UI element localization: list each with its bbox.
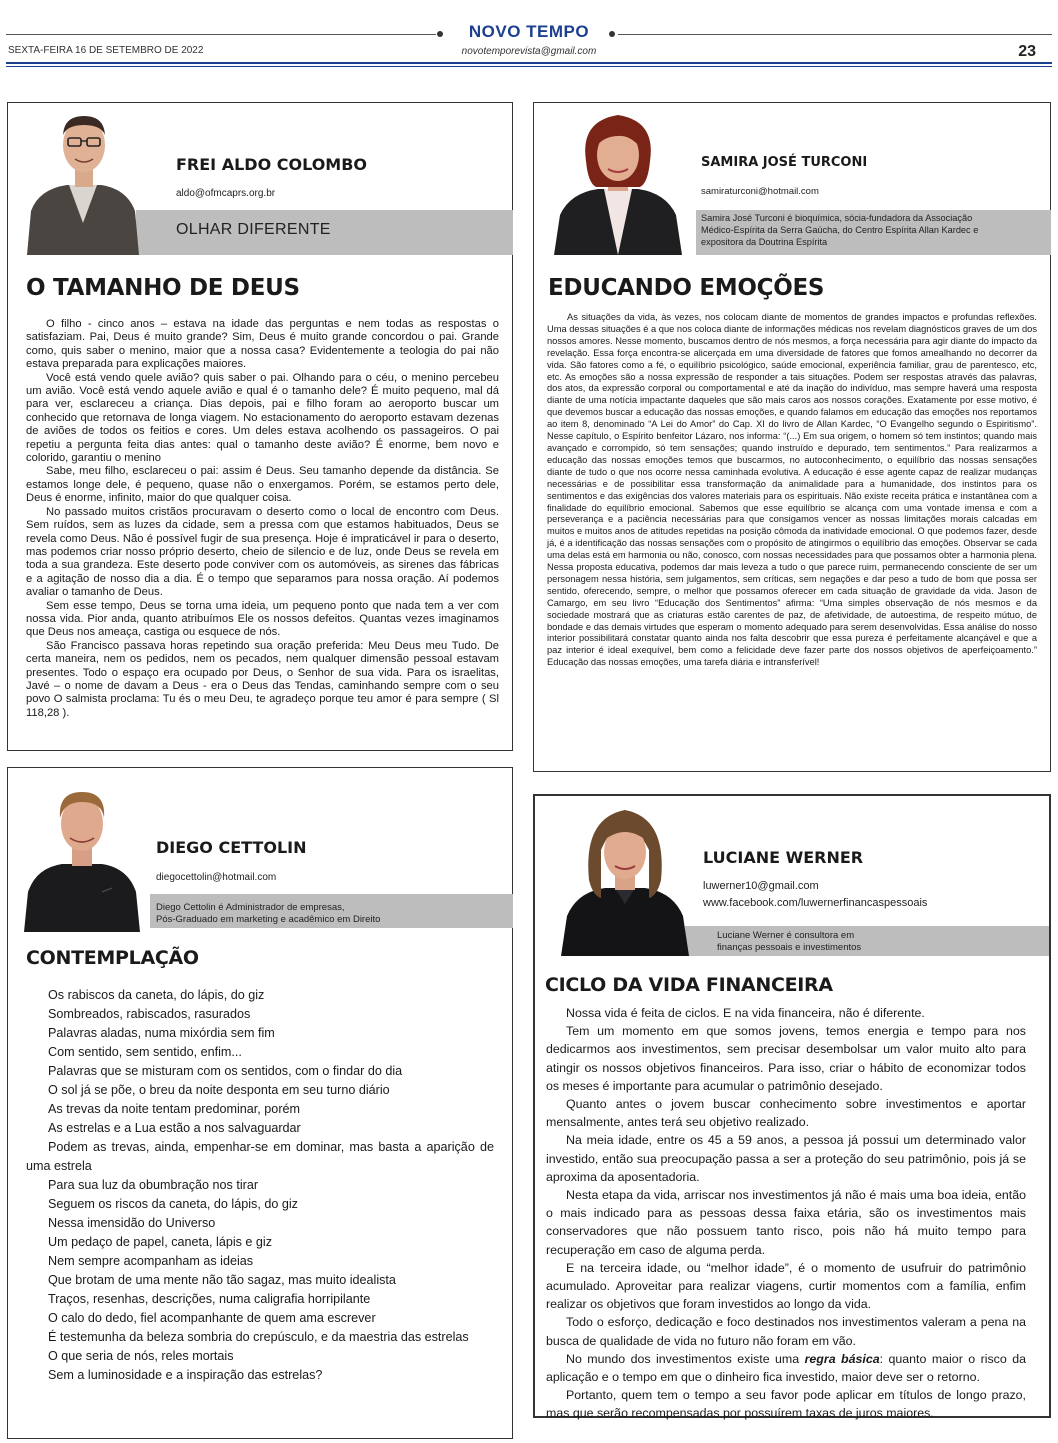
poem-line: Para sua luz da obumbração nos tirar: [48, 1178, 259, 1192]
paragraph: No passado muitos cristãos procuravam o deserto como o local de encontro com Deus. Sem ruídos, sem as luzes da cidade, sem a pressa com que estamos habituados, Deus se revela como Deus. Não é possível fugir de sua presença. Hoje é impraticável ir para o deserto, mas podemos criar nosso próprio deserto, cheio de silencio e de luz, onde Deus se revela em toda a sua grandeza. Este deserto pode conviver com os automóveis, as sirenes das fábricas e a agitação de nosso dia a dia. É o tempo que separamos para nossa oração. Aí podemos avaliar o tamanho de Deus.: [26, 505, 499, 599]
paragraph: E na terceira idade, ou “melhor idade”, é o momento de usufruir do patrimônio acumulado. Aproveitar para realizar viagens, curtir momentos com a família, enfim realizar os objetivos que foram investidos ao longo da vida.: [546, 1260, 1026, 1312]
author-email[interactable]: luwerner10@gmail.com: [703, 880, 819, 892]
paragraph: Nesta etapa da vida, arriscar nos investimentos já não é mais uma boa ideia, então o mais indicado para as pessoas dessa faixa etária, são os investimentos mais conservadores que não possuem tanto risco, pois não há muito tempo para recuperação em caso de alguma perda.: [546, 1188, 1026, 1257]
paragraph: Tem um momento em que somos jovens, temos energia e tempo para nos dedicarmos aos investimentos, sem precisar desembolsar um valor muito alto para atingir os nossos objetivos financeiros. Para isso, criar o hábito de economizar todos os meses é importante para acumular o patrimônio desejado.: [546, 1024, 1026, 1093]
bio-line: finanças pessoais e investimentos: [717, 942, 862, 953]
poem-line: O calo do dedo, fiel acompanhante de quem ama escrever: [48, 1311, 376, 1325]
author-email[interactable]: samiraturconi@hotmail.com: [701, 186, 819, 197]
headline: O TAMANHO DE DEUS: [26, 275, 300, 301]
poem-line: Um pedaço de papel, caneta, lápis e giz: [48, 1235, 273, 1249]
paragraph: Nossa vida é feita de ciclos. E na vida financeira, não é diferente.: [566, 1006, 925, 1020]
author-email[interactable]: aldo@ofmcaprs.org.br: [176, 188, 276, 199]
newspaper-title: NOVO TEMPO: [468, 22, 590, 41]
poem-line: O que seria de nós, reles mortais: [48, 1349, 234, 1363]
poem-line: As estrelas e a Lua estão a nos salvaguardar: [48, 1121, 301, 1135]
header-rule-thin: [6, 66, 1052, 67]
author-name: DIEGO CETTOLIN: [156, 838, 307, 857]
text-run: No mundo dos investimentos existe uma: [566, 1351, 805, 1366]
header-dot-left: [437, 31, 443, 37]
poem-line: Seguem os riscos da caneta, do lápis, do giz: [48, 1197, 298, 1211]
author-website-link[interactable]: www.facebook.com/luwernerfinancaspessoais: [703, 897, 928, 909]
paragraph: Sabe, meu filho, esclareceu o pai: assim é Deus. Seu tamanho depende da distância. Se estamos longe dele, é pequeno, quase não o enxergamos. Porém, se estamos perto dele, Deus é enorme, infinito, maior do que qualquer coisa.: [26, 465, 499, 505]
bio-line: Diego Cettolin é Administrador de empresas,: [156, 902, 345, 913]
author-name: LUCIANE WERNER: [703, 848, 864, 867]
paragraph: Na meia idade, entre os 45 a 59 anos, a pessoa já possui um determinado valor investido, então sua preocupação passa a ser a proteção do seu patrimônio, pois já se aproxima da aposentadoria.: [546, 1133, 1026, 1184]
paragraph: Quanto antes o jovem buscar conhecimento sobre investimentos e aportar mensalmente, antes terá seu objetivo realizado.: [546, 1097, 1026, 1130]
poem-line: Sem a luminosidade e a inspiração das estrelas?: [48, 1368, 323, 1382]
header-divider-right: [618, 34, 1052, 35]
paragraph: Sem esse tempo, Deus se torna uma ideia, um pequeno ponto que nada tem a ver com nossa vida. Pior anda, quanto atribuímos Ele os nossos defeitos. Quantas vezes imaginamos que Deus nos ameaça, castiga ou esquece de nós.: [26, 599, 499, 639]
poem-line: Palavras que se misturam com os sentidos, com o findar do dia: [48, 1064, 403, 1078]
article-diego: [7, 767, 513, 1439]
author-email[interactable]: diegocettolin@hotmail.com: [156, 872, 277, 883]
headline: CICLO DA VIDA FINANCEIRA: [545, 974, 833, 996]
paragraph: Todo o esforço, dedicação e foco destinados nos investimentos valeram a pena na busca de qualidade de vida no futuro não foram em vão.: [546, 1315, 1026, 1348]
author-bio: [717, 930, 861, 954]
paragraph: São Francisco passava horas repetindo sua oração preferida: Meu Deus meu Tudo. De certa maneira, nem os pedidos, nem os pecados, nem qualquer dimensão pessoal estavam presentes. Todo o espaço era ocupado por Deus, o Senhor de sua vida. Para os israelitas, Javé – o nome de davam a Deus - era o Deus das Tendas, caminhando sempre com o seu povo O salmista proclama: Tu és o meu Deu, te agradeço porque teu amor é para sempre ( Sl 118,28 ).: [26, 639, 499, 719]
paragraph: Portanto, quem tem o tempo a seu favor pode aplicar em títulos de longo prazo, mas que serão recompensadas por possuírem taxas de juros maiores.: [546, 1388, 1026, 1421]
paragraph: O filho - cinco anos – estava na idade das perguntas e nem todas as respostas o satisfaziam. Pai, Deus é muito grande? Sim, Deus é muito grande concordou o pai. Grande como, quis saber o menino, maior que a nossa casa? Evidentemente a teologia do pai não estava preparada para explicações maiores.: [26, 318, 499, 371]
column-name: OLHAR DIFERENTE: [176, 221, 331, 238]
poem-line: Nessa imensidão do Universo: [48, 1216, 216, 1230]
author-photo-luciane: [557, 800, 693, 956]
article-body: [26, 318, 499, 720]
article-samira: [533, 102, 1051, 772]
bio-line: Pós-Graduado em marketing e acadêmico em Direito: [156, 914, 381, 925]
author-name: FREI ALDO COLOMBO: [176, 155, 368, 174]
poem-line: Os rabiscos da caneta, do lápis, do giz: [48, 988, 265, 1002]
article-body: [546, 1004, 1026, 1423]
author-bio: Samira José Turconi é bioquímica, sócia-fundadora da Associação Médico-Espírita da Serra Gaúcha, do Centro Espírita Allan Kardec e expositora da Doutrina Espírita: [701, 213, 979, 247]
poem-line: O sol já se põe, o breu da noite desponta em seu turno diário: [48, 1083, 390, 1097]
header-rule: [6, 62, 1052, 64]
paragraph: Você está vendo quele avião? quis saber o pai. Olhando para o céu, o menino percebeu um avião. Você está vendo aquele avião e qual é o tamanho dele? É muito pequeno, mal dá para ver, esclareceu a criança. Dias depois, pai e filho foram ao aeroporto buscar um conhecido que retornava de longa viagem. No estacionamento do aeroporto estavam dezenas de aviões de todos os feitios e cores. Um deles estava acolhendo os passageiros. O pai repetiu a pergunta feita dias antes: qual o tamanho deste avião? É enorme, bem novo e colorido, garantiu o menino: [26, 371, 499, 465]
text-run: : quanto maior o risco da aplicação e o tempo em que o dinheiro fica investido, maior deve ser o retorno.: [546, 1351, 1026, 1385]
article-body: [547, 312, 1037, 669]
poem-line: Que brotam de uma mente não tão sagaz, mas muito idealista: [48, 1273, 396, 1287]
author-photo-frei-aldo: [23, 105, 143, 255]
paragraph: As situações da vida, às vezes, nos colocam diante de momentos de grandes impactos e profundas reflexões. Uma dessas situações é a que nos coloca diante de informações médicas nos revelam diagnósticos graves de um dos nossos amores. Nesse momento, buscamos dentro de nós mesmos, a força necessária para agir diante do impacto da revelação. Essa força encontra-se alicerçada em uma diversidade de fatores que fomos amealhando no decorrer da vida. São fatores como a fé, o equilíbrio psicológico, saúde emocional, experiência familiar, grau de parentesco, etc, etc. As emoções são a nossa expressão de responder a tais situações. Podem ser respostas através das palavras, dos atos, da expressão corporal ou comportamental e até da inação do indivíduo, mas sempre haverá uma resposta diante de uma notícia impactante daqueles que são mais caros aos nossos corações. Exatamente por esse motivo, é que devemos buscar a educação das nossas emoções, e quando falamos em educação das emoções nos reportamos ao item 8, denominado “A Lei do Amor” do Cap. XI do livro de Allan Kardec, “O Evangelho segundo o Espiritismo”. Nesse capítulo, o Espírito benfeitor Lázaro, nos informa: “(...) Em sua origem, o homem só tem instintos; quando mais avançado e corrompido, só tem sensações; quando instruído e depurado, tem sentimentos.” Para realizarmos a educação das nossas emoções temos que buscarmos, no autoconhecimento, o equilíbrio das nossas sensações diante de tudo o que nos ocorre nessa caminhada evolutiva. A educação é esse agente capaz de realizar mudanças necessárias e de possibilitar essa transformação da animalidade para a humanidade, dos instintos para os sentimentos e das exigências dos valores materiais para os espirituais. Não existe receita prática e instantânea com a finalidade do equilíbrio emocional. Sabemos que esse equilíbrio se alcança com uma vontade imensa e com a perseverança e a paciência necessárias para que consigamos vencer as nossas limitações morais calcadas em muitos e muitos anos de atitudes repetidas na posição cômoda da inatividade emocional. O que podemos fazer, desde já, é a identificação das nossas sensações com o propósito de atingirmos o equilíbrio das emoções. Observar se cada uma delas está em harmonia ou não, conosco, com nossas necessidades para que possamos obter a harmonia plena. Nessa proposta educativa, podemos dar mais leveza a tudo o que parece ruim, permanecendo consciente de ser um personagem nessa história, sem julgamentos, sem críticas, sem negações e dar peso a tudo de bom que possa ser sentido, oferecendo, sempre, o melhor que possamos oferecer em cada situação de gravidade da vida. Jason de Camargo, em seu livro “Educação dos Sentimentos” afirma: “Uma simples observação de nós mesmos e da sociedade mostrará que as criaturas estão carentes de paz, de afetividade, de autoestima, de respeito mútuo, de bondade e das demais virtudes que esperam o momento adequado para serem desenvolvidas. Essa análise do nosso interior possibilitará constatar quanto ainda nos falta descobrir que essa pureza é perfeitamente alcançável e que a paz interior é ideal exequível, bem como a felicidade deve fazer parte dos nossos objetivos de aperfeiçoamento.” Educação das nossas emoções, uma tarefa diária e intransferível!: [547, 312, 1037, 668]
poem-line: Podem as trevas, ainda, empenhar-se em dominar, mas basta a aparição de uma estrela: [26, 1140, 494, 1173]
poem-line: Nem sempre acompanham as ideias: [48, 1254, 254, 1268]
newspaper-email[interactable]: novotemporevista@gmail.com: [461, 46, 597, 57]
poem-line: As trevas da noite tentam predominar, porém: [48, 1102, 301, 1116]
paragraph: [546, 1350, 1026, 1386]
author-photo-samira: [550, 105, 686, 255]
article-luciane: [533, 794, 1051, 1421]
bio-line: Luciane Werner é consultora em: [717, 930, 855, 941]
headline: CONTEMPLAÇÃO: [26, 947, 199, 969]
poem-line: Sombreados, rabiscados, rasurados: [48, 1007, 251, 1021]
headline: EDUCANDO EMOÇÕES: [548, 275, 825, 301]
poem-line: Com sentido, sem sentido, enfim...: [48, 1045, 242, 1059]
page-number: 23: [1018, 43, 1036, 60]
header-divider-left: [6, 34, 436, 35]
emphasis: regra básica: [804, 1351, 880, 1366]
poem-line: Palavras aladas, numa mixórdia sem fim: [48, 1026, 275, 1040]
header-dot-right: [609, 31, 615, 37]
poem-line: É testemunha da beleza sombria do crepúsculo, e da maestria das estrelas: [48, 1330, 469, 1344]
poem-line: Traços, resenhas, descrições, numa caligrafia horripilante: [48, 1292, 371, 1306]
poem-body: [26, 986, 494, 1385]
article-frei-aldo: [7, 102, 513, 751]
author-name: SAMIRA JOSÉ TURCONI: [701, 155, 868, 170]
issue-date: SEXTA-FEIRA 16 DE SETEMBRO DE 2022: [8, 45, 204, 56]
author-photo-diego: [22, 780, 142, 932]
author-bio: [156, 902, 380, 926]
